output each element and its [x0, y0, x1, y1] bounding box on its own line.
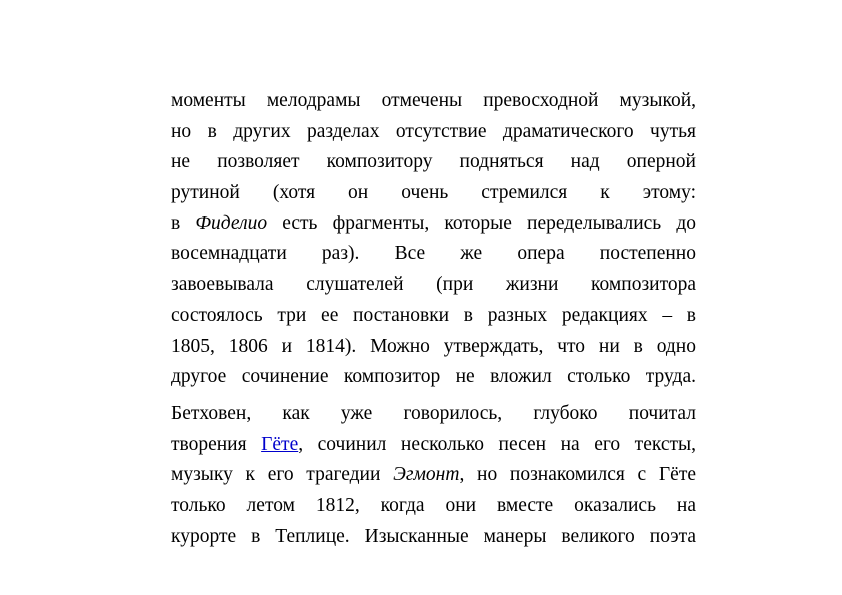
line-2-text-before: творения	[171, 433, 262, 455]
egmont-title: Эгмонт	[393, 464, 460, 486]
line-3-text-after: , но познакомился с Гёте	[459, 464, 696, 486]
paragraph-1-line-6: восемнадцати раз). Все же опера постепенно	[171, 243, 696, 265]
paragraph-1-line-7: завоевывала слушателей (при жизни композитора	[171, 274, 696, 296]
line-5-text-before: в	[171, 212, 196, 234]
paragraph-1-line-4: рутиной (хотя он очень стремился к этому:	[171, 182, 696, 204]
paragraph-1-line-1: моменты мелодрамы отмечены превосходной музыкой,	[171, 90, 696, 111]
fidelio-title: Фиделио	[195, 212, 268, 234]
paragraph-2-line-4: только летом 1812, когда они вместе оказались на	[171, 495, 696, 517]
goethe-link[interactable]: Гёте	[261, 433, 299, 455]
line-5-text-after: есть фрагменты, которые переделывались до	[267, 212, 696, 234]
paragraph-1-line-3: не позволяет композитору подняться над оперной	[171, 151, 696, 173]
line-3-text-before: музыку к его трагедии	[171, 464, 394, 486]
paragraph-1	[171, 86, 696, 393]
paragraph-1-line-10: другое сочинение композитор не вложил столько труда.	[171, 366, 696, 388]
paragraph-1-line-9: 1805, 1806 и 1814). Можно утверждать, что ни в одно	[171, 335, 696, 357]
paragraph-2-line-5: курорте в Теплице. Изысканные манеры великого поэта	[171, 525, 696, 547]
paragraph-1-line-8: состоялось три ее постановки в разных редакциях – в	[171, 304, 696, 326]
paragraph-1-line-5	[171, 209, 696, 240]
paragraph-2	[171, 399, 696, 552]
paragraph-2-line-1: Бетховен, как уже говорилось, глубоко почитал	[171, 403, 696, 424]
paragraph-2-line-3	[171, 460, 696, 491]
paragraph-1-line-2: но в других разделах отсутствие драматического чутья	[171, 120, 696, 142]
paragraph-2-line-2	[171, 430, 696, 461]
line-2-text-after: , сочинил несколько песен на его тексты,	[298, 433, 696, 455]
